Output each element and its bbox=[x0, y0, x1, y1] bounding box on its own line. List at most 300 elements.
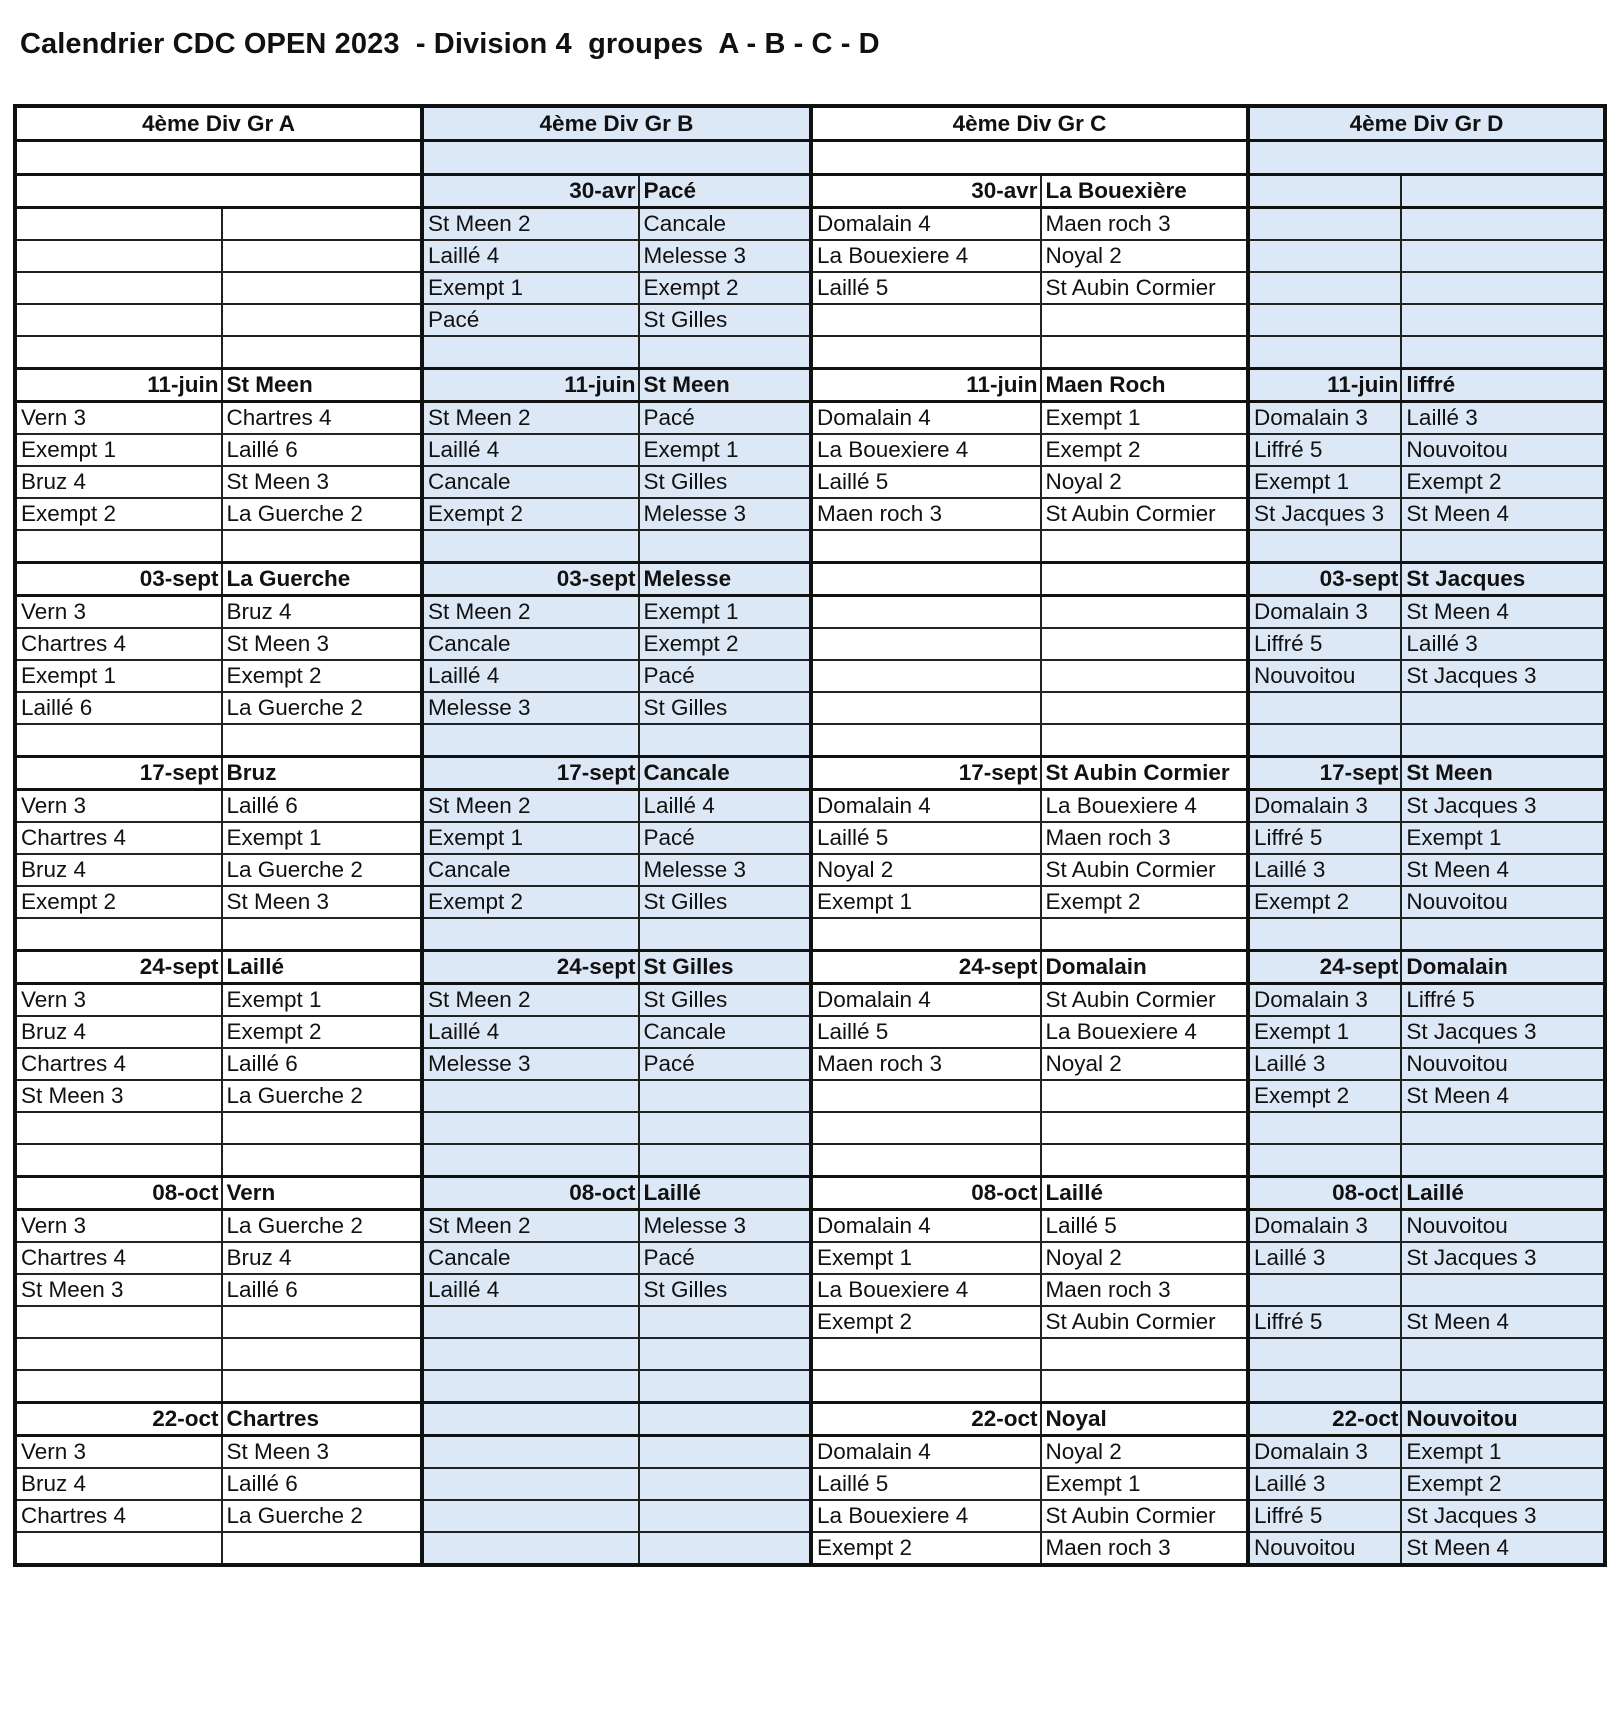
team-cell-a: Exempt 2 bbox=[222, 1016, 422, 1048]
team-cell-b: Melesse 3 bbox=[639, 1210, 811, 1243]
date-row bbox=[15, 1177, 1605, 1210]
match-venue-c: Laillé bbox=[1041, 1177, 1249, 1210]
team-cell-d: Laillé 3 bbox=[1248, 1468, 1401, 1500]
match-row bbox=[15, 1144, 1605, 1177]
team-cell-b: St Gilles bbox=[639, 1274, 811, 1306]
match-row bbox=[15, 854, 1605, 886]
empty-cell bbox=[15, 336, 222, 369]
team-cell-b: St Gilles bbox=[639, 886, 811, 918]
empty-cell bbox=[222, 208, 422, 241]
match-date-c: 11-juin bbox=[811, 369, 1041, 402]
empty-cell bbox=[1248, 208, 1401, 241]
match-row bbox=[15, 272, 1605, 304]
empty-cell bbox=[1041, 628, 1249, 660]
empty-cell bbox=[222, 336, 422, 369]
empty-cell bbox=[811, 724, 1041, 757]
empty-cell bbox=[15, 304, 222, 336]
team-cell-c: Exempt 1 bbox=[811, 886, 1041, 918]
empty-cell bbox=[1401, 240, 1605, 272]
match-date-b: 08-oct bbox=[422, 1177, 639, 1210]
team-cell-d: Nouvoitou bbox=[1401, 1210, 1605, 1243]
empty-cell bbox=[15, 918, 222, 951]
team-cell-c: Maen roch 3 bbox=[1041, 1274, 1249, 1306]
team-cell-d: Exempt 1 bbox=[1248, 466, 1401, 498]
empty-cell bbox=[222, 1112, 422, 1144]
team-cell-d: St Jacques 3 bbox=[1401, 790, 1605, 823]
calendar-table bbox=[13, 104, 1607, 1567]
team-cell-c: St Aubin Cormier bbox=[1041, 272, 1249, 304]
team-cell-d: St Jacques 3 bbox=[1401, 1242, 1605, 1274]
team-cell-c: Maen roch 3 bbox=[811, 498, 1041, 530]
match-venue-c: Maen Roch bbox=[1041, 369, 1249, 402]
team-cell-c: Domalain 4 bbox=[811, 208, 1041, 241]
match-date-b: 24-sept bbox=[422, 951, 639, 984]
empty-cell bbox=[1041, 304, 1249, 336]
team-cell-d: Liffré 5 bbox=[1248, 822, 1401, 854]
match-row bbox=[15, 1048, 1605, 1080]
team-cell-b: Pacé bbox=[422, 304, 639, 336]
empty-cell bbox=[222, 240, 422, 272]
empty-cell bbox=[639, 530, 811, 563]
team-cell-a: Laillé 6 bbox=[222, 434, 422, 466]
match-row bbox=[15, 918, 1605, 951]
match-row bbox=[15, 660, 1605, 692]
empty-cell bbox=[1401, 692, 1605, 724]
team-cell-c: Laillé 5 bbox=[811, 1468, 1041, 1500]
team-cell-b: St Meen 2 bbox=[422, 596, 639, 629]
match-row bbox=[15, 984, 1605, 1017]
empty-cell bbox=[222, 1532, 422, 1565]
team-cell-b: Cancale bbox=[422, 628, 639, 660]
team-cell-c: Laillé 5 bbox=[811, 466, 1041, 498]
empty-cell bbox=[222, 530, 422, 563]
team-cell-b: Melesse 3 bbox=[422, 692, 639, 724]
empty-cell bbox=[1041, 660, 1249, 692]
empty-cell bbox=[811, 530, 1041, 563]
match-row bbox=[15, 1306, 1605, 1338]
team-cell-c: Laillé 5 bbox=[1041, 1210, 1249, 1243]
team-cell-b: Exempt 1 bbox=[422, 822, 639, 854]
team-cell-b: Cancale bbox=[422, 1242, 639, 1274]
calendar-body bbox=[15, 106, 1605, 1565]
empty-cell bbox=[15, 1338, 222, 1370]
date-row bbox=[15, 951, 1605, 984]
team-cell-c: Domalain 4 bbox=[811, 790, 1041, 823]
empty-cell bbox=[422, 530, 639, 563]
team-cell-d: Liffré 5 bbox=[1248, 434, 1401, 466]
empty-cell bbox=[1401, 175, 1605, 208]
match-row bbox=[15, 822, 1605, 854]
team-cell-a: St Meen 3 bbox=[222, 628, 422, 660]
team-cell-d: Domalain 3 bbox=[1248, 790, 1401, 823]
team-cell-a: La Guerche 2 bbox=[222, 1500, 422, 1532]
empty-cell bbox=[422, 1436, 639, 1469]
match-venue-a: Chartres bbox=[222, 1403, 422, 1436]
empty-cell bbox=[639, 1080, 811, 1112]
empty-cell bbox=[1248, 240, 1401, 272]
empty-cell bbox=[639, 1144, 811, 1177]
team-cell-b: Melesse 3 bbox=[422, 1048, 639, 1080]
empty-cell bbox=[1041, 530, 1249, 563]
empty-cell bbox=[1248, 175, 1401, 208]
empty-cell bbox=[639, 1532, 811, 1565]
team-cell-d: Liffré 5 bbox=[1248, 1500, 1401, 1532]
team-cell-b: Melesse 3 bbox=[639, 854, 811, 886]
match-date-a: 24-sept bbox=[15, 951, 222, 984]
match-row bbox=[15, 724, 1605, 757]
empty-cell bbox=[1248, 1144, 1401, 1177]
empty-cell bbox=[1401, 1370, 1605, 1403]
match-row bbox=[15, 1080, 1605, 1112]
empty-cell bbox=[811, 141, 1248, 175]
empty-cell bbox=[15, 530, 222, 563]
match-date-c: 22-oct bbox=[811, 1403, 1041, 1436]
empty-cell bbox=[1041, 1112, 1249, 1144]
empty-cell bbox=[222, 918, 422, 951]
match-row bbox=[15, 402, 1605, 435]
empty-cell bbox=[15, 724, 222, 757]
team-cell-a: La Guerche 2 bbox=[222, 1210, 422, 1243]
team-cell-b: Pacé bbox=[639, 660, 811, 692]
match-row bbox=[15, 466, 1605, 498]
empty-cell bbox=[1041, 918, 1249, 951]
empty-cell bbox=[639, 1403, 811, 1436]
team-cell-c: Noyal 2 bbox=[1041, 1048, 1249, 1080]
empty-cell bbox=[1248, 141, 1605, 175]
team-cell-c: Laillé 5 bbox=[811, 272, 1041, 304]
match-date-b: 30-avr bbox=[422, 175, 639, 208]
match-date-c: 24-sept bbox=[811, 951, 1041, 984]
team-cell-d: St Jacques 3 bbox=[1401, 1500, 1605, 1532]
empty-cell bbox=[1041, 724, 1249, 757]
team-cell-c: Exempt 1 bbox=[1041, 1468, 1249, 1500]
match-date-c: 17-sept bbox=[811, 757, 1041, 790]
empty-cell bbox=[15, 1532, 222, 1565]
empty-cell bbox=[1041, 563, 1249, 596]
team-cell-d: Domalain 3 bbox=[1248, 1436, 1401, 1469]
empty-cell bbox=[422, 724, 639, 757]
team-cell-c: La Bouexiere 4 bbox=[1041, 790, 1249, 823]
team-cell-a: Chartres 4 bbox=[15, 1048, 222, 1080]
team-cell-b: Exempt 2 bbox=[422, 886, 639, 918]
empty-cell bbox=[422, 1532, 639, 1565]
match-row bbox=[15, 1500, 1605, 1532]
empty-cell bbox=[1401, 530, 1605, 563]
match-row bbox=[15, 692, 1605, 724]
team-cell-d: Exempt 1 bbox=[1401, 822, 1605, 854]
empty-cell bbox=[15, 1112, 222, 1144]
match-row bbox=[15, 886, 1605, 918]
match-venue-c: Noyal bbox=[1041, 1403, 1249, 1436]
team-cell-c: St Aubin Cormier bbox=[1041, 984, 1249, 1017]
team-cell-c: Maen roch 3 bbox=[811, 1048, 1041, 1080]
empty-cell bbox=[222, 304, 422, 336]
date-row bbox=[15, 369, 1605, 402]
match-venue-c: La Bouexière bbox=[1041, 175, 1249, 208]
empty-cell bbox=[1248, 1112, 1401, 1144]
match-venue-d: St Jacques bbox=[1401, 563, 1605, 596]
team-cell-a: Exempt 1 bbox=[222, 822, 422, 854]
empty-cell bbox=[1401, 1274, 1605, 1306]
empty-cell bbox=[422, 1080, 639, 1112]
team-cell-c: St Aubin Cormier bbox=[1041, 1306, 1249, 1338]
match-date-d: 11-juin bbox=[1248, 369, 1401, 402]
empty-cell bbox=[811, 918, 1041, 951]
team-cell-a: Chartres 4 bbox=[15, 1242, 222, 1274]
match-date-d: 22-oct bbox=[1248, 1403, 1401, 1436]
match-venue-a: La Guerche bbox=[222, 563, 422, 596]
team-cell-c: Domalain 4 bbox=[811, 984, 1041, 1017]
match-venue-c: Domalain bbox=[1041, 951, 1249, 984]
team-cell-d: Laillé 3 bbox=[1248, 854, 1401, 886]
match-row bbox=[15, 530, 1605, 563]
empty-cell bbox=[811, 692, 1041, 724]
empty-cell bbox=[1248, 918, 1401, 951]
team-cell-d: St Jacques 3 bbox=[1401, 1016, 1605, 1048]
empty-cell bbox=[422, 1112, 639, 1144]
team-cell-c: La Bouexiere 4 bbox=[811, 240, 1041, 272]
date-row bbox=[15, 563, 1605, 596]
empty-cell bbox=[1041, 1370, 1249, 1403]
team-cell-a: Exempt 1 bbox=[15, 434, 222, 466]
team-cell-c: Maen roch 3 bbox=[1041, 822, 1249, 854]
team-cell-a: La Guerche 2 bbox=[222, 854, 422, 886]
match-row bbox=[15, 1436, 1605, 1469]
match-row bbox=[15, 790, 1605, 823]
team-cell-c: Noyal 2 bbox=[1041, 466, 1249, 498]
team-cell-a: Exempt 2 bbox=[15, 886, 222, 918]
match-date-d: 03-sept bbox=[1248, 563, 1401, 596]
match-date-a: 03-sept bbox=[15, 563, 222, 596]
match-row bbox=[15, 336, 1605, 369]
team-cell-c: Domalain 4 bbox=[811, 402, 1041, 435]
empty-cell bbox=[422, 1144, 639, 1177]
match-venue-d: liffré bbox=[1401, 369, 1605, 402]
team-cell-b: Melesse 3 bbox=[639, 240, 811, 272]
team-cell-a: Vern 3 bbox=[15, 984, 222, 1017]
match-venue-b: Pacé bbox=[639, 175, 811, 208]
empty-cell bbox=[1041, 596, 1249, 629]
match-row bbox=[15, 1468, 1605, 1500]
empty-cell bbox=[422, 1468, 639, 1500]
team-cell-b: Cancale bbox=[639, 208, 811, 241]
empty-cell bbox=[222, 1306, 422, 1338]
team-cell-a: St Meen 3 bbox=[15, 1274, 222, 1306]
match-date-a: 22-oct bbox=[15, 1403, 222, 1436]
team-cell-d: Exempt 2 bbox=[1401, 1468, 1605, 1500]
team-cell-a: Bruz 4 bbox=[15, 1016, 222, 1048]
team-cell-d: Nouvoitou bbox=[1248, 1532, 1401, 1565]
team-cell-a: Bruz 4 bbox=[15, 854, 222, 886]
team-cell-c: Noyal 2 bbox=[1041, 1436, 1249, 1469]
team-cell-b: Laillé 4 bbox=[422, 660, 639, 692]
match-date-d: 24-sept bbox=[1248, 951, 1401, 984]
team-cell-d: Exempt 1 bbox=[1248, 1016, 1401, 1048]
empty-cell bbox=[422, 1306, 639, 1338]
team-cell-d: St Meen 4 bbox=[1401, 854, 1605, 886]
team-cell-b: Melesse 3 bbox=[639, 498, 811, 530]
team-cell-d: Laillé 3 bbox=[1401, 402, 1605, 435]
match-date-b: 17-sept bbox=[422, 757, 639, 790]
team-cell-b: St Meen 2 bbox=[422, 1210, 639, 1243]
empty-cell bbox=[1401, 1112, 1605, 1144]
match-date-c: 08-oct bbox=[811, 1177, 1041, 1210]
empty-cell bbox=[639, 1112, 811, 1144]
team-cell-a: St Meen 3 bbox=[15, 1080, 222, 1112]
team-cell-b: Exempt 1 bbox=[422, 272, 639, 304]
team-cell-c: St Aubin Cormier bbox=[1041, 1500, 1249, 1532]
team-cell-b: Exempt 2 bbox=[639, 272, 811, 304]
team-cell-d: St Meen 4 bbox=[1401, 498, 1605, 530]
empty-cell bbox=[1248, 1338, 1401, 1370]
match-date-b: 03-sept bbox=[422, 563, 639, 596]
team-cell-a: St Meen 3 bbox=[222, 466, 422, 498]
team-cell-a: St Meen 3 bbox=[222, 886, 422, 918]
team-cell-a: Chartres 4 bbox=[15, 628, 222, 660]
team-cell-d: Laillé 3 bbox=[1248, 1048, 1401, 1080]
team-cell-a: Chartres 4 bbox=[15, 1500, 222, 1532]
empty-cell bbox=[1401, 1338, 1605, 1370]
team-cell-b: Cancale bbox=[422, 854, 639, 886]
empty-cell bbox=[422, 1500, 639, 1532]
empty-cell bbox=[15, 141, 422, 175]
team-cell-b: St Gilles bbox=[639, 984, 811, 1017]
match-row bbox=[15, 1016, 1605, 1048]
match-venue-b: St Meen bbox=[639, 369, 811, 402]
empty-cell bbox=[639, 336, 811, 369]
empty-cell bbox=[1041, 692, 1249, 724]
match-row bbox=[15, 1112, 1605, 1144]
team-cell-c: Domalain 4 bbox=[811, 1436, 1041, 1469]
team-cell-c: La Bouexiere 4 bbox=[811, 1500, 1041, 1532]
team-cell-a: Bruz 4 bbox=[15, 1468, 222, 1500]
team-cell-b: Laillé 4 bbox=[639, 790, 811, 823]
empty-cell bbox=[15, 272, 222, 304]
match-venue-a: St Meen bbox=[222, 369, 422, 402]
team-cell-d: Domalain 3 bbox=[1248, 984, 1401, 1017]
empty-cell bbox=[811, 336, 1041, 369]
empty-cell bbox=[639, 1436, 811, 1469]
team-cell-d: St Jacques 3 bbox=[1401, 660, 1605, 692]
team-cell-a: La Guerche 2 bbox=[222, 692, 422, 724]
spacer-row bbox=[15, 141, 1605, 175]
team-cell-a: Vern 3 bbox=[15, 1210, 222, 1243]
empty-cell bbox=[1401, 304, 1605, 336]
team-cell-d: St Meen 4 bbox=[1401, 1532, 1605, 1565]
team-cell-b: St Meen 2 bbox=[422, 402, 639, 435]
empty-cell bbox=[639, 724, 811, 757]
team-cell-d: St Meen 4 bbox=[1401, 1080, 1605, 1112]
team-cell-c: Exempt 2 bbox=[1041, 886, 1249, 918]
empty-cell bbox=[1401, 272, 1605, 304]
team-cell-d: Nouvoitou bbox=[1401, 434, 1605, 466]
team-cell-d: Laillé 3 bbox=[1248, 1242, 1401, 1274]
empty-cell bbox=[1248, 724, 1401, 757]
team-cell-b: Laillé 4 bbox=[422, 1274, 639, 1306]
empty-cell bbox=[811, 660, 1041, 692]
match-row bbox=[15, 1210, 1605, 1243]
match-venue-c: St Aubin Cormier bbox=[1041, 757, 1249, 790]
empty-cell bbox=[15, 208, 222, 241]
empty-cell bbox=[1248, 272, 1401, 304]
team-cell-c: St Aubin Cormier bbox=[1041, 854, 1249, 886]
empty-cell bbox=[811, 628, 1041, 660]
team-cell-d: Liffré 5 bbox=[1401, 984, 1605, 1017]
date-row bbox=[15, 757, 1605, 790]
team-cell-b: St Meen 2 bbox=[422, 984, 639, 1017]
match-row bbox=[15, 434, 1605, 466]
team-cell-c: La Bouexiere 4 bbox=[811, 434, 1041, 466]
empty-cell bbox=[422, 336, 639, 369]
empty-cell bbox=[1248, 304, 1401, 336]
match-row bbox=[15, 1242, 1605, 1274]
empty-cell bbox=[1248, 530, 1401, 563]
team-cell-c: Exempt 2 bbox=[811, 1532, 1041, 1565]
empty-cell bbox=[1401, 918, 1605, 951]
page-title: Calendrier CDC OPEN 2023 - Division 4 groupes A - B - C - D bbox=[20, 28, 880, 60]
empty-cell bbox=[1041, 1080, 1249, 1112]
match-row bbox=[15, 498, 1605, 530]
team-cell-b: Exempt 1 bbox=[639, 596, 811, 629]
match-row bbox=[15, 1338, 1605, 1370]
team-cell-a: Exempt 1 bbox=[222, 984, 422, 1017]
team-cell-d: Laillé 3 bbox=[1401, 628, 1605, 660]
match-row bbox=[15, 240, 1605, 272]
team-cell-c: Noyal 2 bbox=[1041, 240, 1249, 272]
match-row bbox=[15, 1532, 1605, 1565]
team-cell-b: Cancale bbox=[639, 1016, 811, 1048]
team-cell-b: Laillé 4 bbox=[422, 434, 639, 466]
team-cell-a: Vern 3 bbox=[15, 596, 222, 629]
match-row bbox=[15, 628, 1605, 660]
date-row bbox=[15, 1403, 1605, 1436]
empty-cell bbox=[1401, 1144, 1605, 1177]
match-date-d: 08-oct bbox=[1248, 1177, 1401, 1210]
team-cell-d: Liffré 5 bbox=[1248, 1306, 1401, 1338]
team-cell-a: Laillé 6 bbox=[222, 1274, 422, 1306]
team-cell-d: Exempt 1 bbox=[1401, 1436, 1605, 1469]
empty-cell bbox=[15, 240, 222, 272]
team-cell-d: St Meen 4 bbox=[1401, 1306, 1605, 1338]
empty-cell bbox=[1401, 208, 1605, 241]
empty-cell bbox=[811, 1080, 1041, 1112]
team-cell-b: St Gilles bbox=[639, 692, 811, 724]
team-cell-d: Nouvoitou bbox=[1248, 660, 1401, 692]
empty-cell bbox=[639, 1500, 811, 1532]
empty-cell bbox=[811, 1338, 1041, 1370]
team-cell-d: Liffré 5 bbox=[1248, 628, 1401, 660]
empty-cell bbox=[222, 272, 422, 304]
team-cell-a: Chartres 4 bbox=[15, 822, 222, 854]
team-cell-b: Laillé 4 bbox=[422, 240, 639, 272]
empty-cell bbox=[639, 1468, 811, 1500]
team-cell-a: Vern 3 bbox=[15, 790, 222, 823]
match-venue-d: Domalain bbox=[1401, 951, 1605, 984]
team-cell-b: St Gilles bbox=[639, 304, 811, 336]
team-cell-b: St Meen 2 bbox=[422, 208, 639, 241]
team-cell-b: Pacé bbox=[639, 402, 811, 435]
match-venue-b: Laillé bbox=[639, 1177, 811, 1210]
empty-cell bbox=[639, 1370, 811, 1403]
empty-cell bbox=[422, 1338, 639, 1370]
group-header-row bbox=[15, 106, 1605, 141]
team-cell-a: Laillé 6 bbox=[15, 692, 222, 724]
empty-cell bbox=[222, 1338, 422, 1370]
empty-cell bbox=[1401, 336, 1605, 369]
empty-cell bbox=[811, 304, 1041, 336]
team-cell-a: Exempt 2 bbox=[222, 660, 422, 692]
empty-cell bbox=[422, 918, 639, 951]
